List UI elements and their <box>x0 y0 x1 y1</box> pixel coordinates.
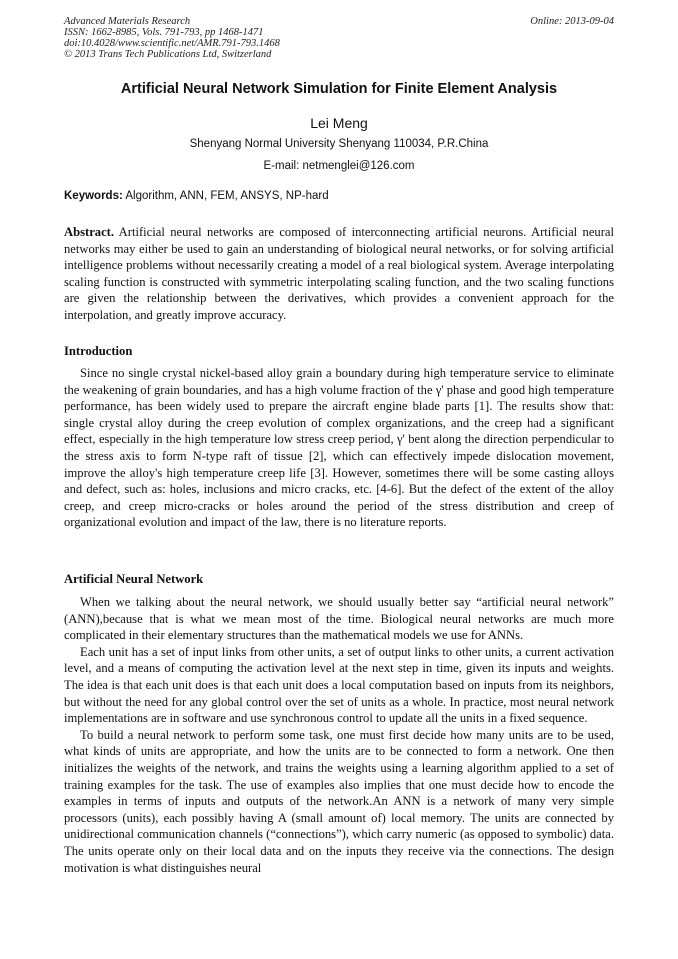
paper-title: Artificial Neural Network Simulation for Finite Element Analysis <box>120 81 558 97</box>
keywords <box>64 190 616 202</box>
introduction-paragraph: Since no single crystal nickel-based alloy grain a boundary during high temperature service to eliminate the weakening of grain boundaries, and has a high volume fraction of the γ' phase and good high temperature performance, has been widely used to prepare the aircraft engine blade parts [1]. The results show that: single crystal alloy during the creep evolution of complex organizations, and the creep had a significant effect, especially in the high temperature low stress creep period, γ' bent along the direction perpendicular to the stress axis to form N-type raft of tissue [2], which can effectively impede dislocation movement, improve the alloy's high temperature creep life [3]. However, sometimes there will be some casting alloys and defect, such as: holes, inclusions and micro cracks, etc. [4-6]. But the defect of the extent of the alloy creep, and creep micro-cracks or holes around the period of the stress distribution and creep of organizational evolution and impact of the law, there is no literature reports. <box>64 366 614 530</box>
abstract-label: Abstract. <box>64 225 115 239</box>
copyright-line: © 2013 Trans Tech Publications Ltd, Switzerland <box>64 49 272 60</box>
abstract <box>64 224 614 324</box>
ann-section-body <box>64 594 614 876</box>
introduction-heading: Introduction <box>64 344 133 358</box>
keywords-text: Algorithm, ANN, FEM, ANSYS, NP-hard <box>122 190 329 202</box>
keywords-label: Keywords: <box>64 190 123 202</box>
doi-line: doi:10.4028/www.scientific.net/AMR.791-793.1468 <box>64 38 280 49</box>
online-date: Online: 2013-09-04 <box>530 16 614 27</box>
ann-paragraph-2: Each unit has a set of input links from other units, a set of output links to other units, a current activation level, and a means of computing the activation level at the next step in time, given its inputs and weights. The idea is that each unit does is that each unit does a local computation based on inputs from its neighbors, but without the need for any global control over the set of units as a whole. In practice, most neural network implementations are in software and use synchronous control to update all the units in a fixed sequence. <box>64 644 614 726</box>
affiliation: Shenyang Normal University Shenyang 110034, P.R.China <box>189 138 489 150</box>
author-email: E-mail: netmenglei@126.com <box>263 160 415 172</box>
issn-line: ISSN: 1662-8985, Vols. 791-793, pp 1468-1471 <box>64 27 264 38</box>
journal-header <box>64 16 280 60</box>
ann-paragraph-1: When we talking about the neural network, we should usually better say “artificial neural network” (ANN),because that is what we mean most of the time. Biological neural networks are much more complicated in their elementary structures than the mathematical models we use for ANNs. <box>64 595 614 643</box>
abstract-text: Artificial neural networks are composed of interconnecting artificial neurons. Artificial neural networks may either be used to gain an understanding of biological neural networks, or for solving artificial intelligence problems without necessarily creating a model of a real biological system. Average interpolating scaling function is constructed with symmetric interpolating scaling function, and the two scaling functions are given the relationship between the derivatives, which provides a convenient approach for the interpolation, and greatly improve accuracy. <box>64 225 614 322</box>
author-name: Lei Meng <box>310 115 368 131</box>
journal-name: Advanced Materials Research <box>64 16 191 27</box>
ann-heading: Artificial Neural Network <box>64 572 204 586</box>
ann-paragraph-3: To build a neural network to perform some task, one must first decide how many units are to be used, what kinds of units are appropriate, and how the units are to be connected to form a network. One then initializes the weights of the network, and trains the weights using a learning algorithm applied to a set of training examples for the task. The use of examples also implies that one must decide how to encode the examples in terms of inputs and outputs of the network.An ANN is a network of many very simple processors (units), each possibly having A (small amount of) local memory. The units are connected by unidirectional communication channels (“connections”), which carry numeric (as opposed to symbolic) data. The units operate only on their local data and on the inputs they receive via the connections. The design motivation is what distinguishes neural <box>64 727 614 875</box>
